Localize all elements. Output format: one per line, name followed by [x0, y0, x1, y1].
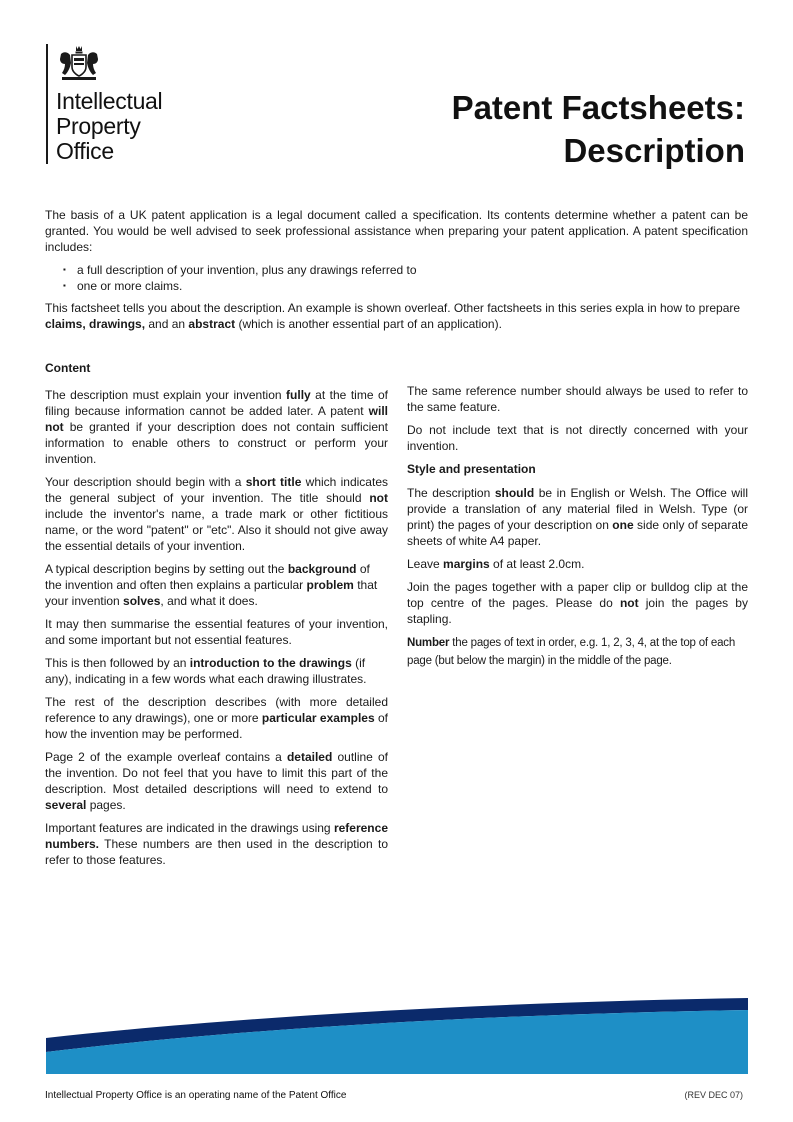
text-run: that your invention — [45, 578, 378, 608]
text-run: the pages of text in order, e.g. 1, 2, 3, 4, at the top of each page (but below the margin) in the middle of the page. — [407, 637, 736, 667]
text-run: Your description should begin with a — [45, 475, 246, 489]
text-run: A typical description begins by setting out the — [45, 562, 288, 576]
text-run: Join the pages together with a paper clip or bulldog clip at the top centre of the pages. Please do — [407, 580, 748, 610]
text-run: The description — [407, 486, 495, 500]
content-paragraph — [45, 694, 388, 742]
text-run: Important features are indicated in the drawings using — [45, 821, 334, 835]
logo-divider — [46, 44, 48, 164]
bold-run: particular examples — [261, 711, 375, 725]
bold-run: detailed — [286, 750, 333, 764]
text-run: This is then followed by an — [45, 656, 190, 670]
bold-run: claims, drawings, — [45, 317, 146, 331]
logo-line: Intellectual — [56, 88, 163, 114]
content-paragraph: Do not include text that is not directly concerned with your invention. — [407, 423, 748, 453]
text-run: (if any), indicating in a few words what each drawing illustrates. — [45, 656, 367, 686]
bold-run: reference numbers. — [45, 821, 388, 851]
intro-paragraph: The basis of a UK patent application is a legal document called a specification. Its contents determine whether a patent can be granted. You would be well advised to seek professional assistance when preparing your patent application. A patent specification includes: — [45, 208, 748, 254]
text-run: which indicates the general subject of your invention. The title should — [45, 475, 388, 505]
bold-run: abstract — [188, 317, 236, 331]
content-paragraph — [45, 387, 388, 467]
bold-run: Number — [407, 637, 450, 649]
text-run: and an — [145, 317, 189, 331]
style-paragraph — [407, 634, 748, 670]
intro-section — [45, 207, 748, 339]
bold-run: not — [619, 596, 639, 610]
text-run: at the time of filing because information cannot be added later. A patent — [45, 388, 389, 418]
text-run: include the inventor's name, a trade mark or other fictitious name, or the word "patent" or "etc". Also it should not give away the essential details of your invention. — [45, 507, 388, 553]
content-paragraph — [45, 820, 388, 868]
bold-run: background — [287, 562, 357, 576]
bold-run: short title — [245, 475, 302, 489]
text-run: of at least 2.0cm. — [489, 557, 585, 571]
bold-run: solves — [123, 594, 161, 608]
content-paragraph — [45, 474, 388, 554]
text-run: pages. — [86, 798, 126, 812]
footer-note: Intellectual Property Office is an operating name of the Patent Office — [45, 1090, 347, 1101]
page-title — [452, 86, 745, 172]
content-paragraph — [45, 561, 388, 609]
style-paragraph — [407, 579, 748, 627]
text-run: side only of separate sheets of white A4 paper. — [407, 518, 748, 548]
text-run: These numbers are then used in the description to refer to those features. — [45, 837, 388, 867]
text-run: join the pages by stapling. — [407, 596, 748, 626]
style-paragraph — [407, 485, 748, 549]
content-paragraph — [45, 749, 388, 813]
text-run: It may then summarise the essential features of your invention, and some important but not essential features. — [45, 617, 388, 647]
style-paragraph — [407, 556, 748, 572]
bold-run: fully — [286, 388, 311, 402]
content-paragraph — [45, 655, 388, 687]
content-paragraph: The same reference number should always be used to refer to the same feature. — [407, 384, 748, 414]
bold-run: problem — [306, 578, 354, 592]
text-run: of the invention and often then explains a particular — [45, 562, 370, 592]
text-run: Page 2 of the example overleaf contains a — [45, 750, 287, 764]
revision-label: (REV DEC 07) — [684, 1090, 743, 1100]
logo-line: Office — [56, 138, 114, 164]
title-line-1: Patent Factsheets: — [451, 89, 745, 126]
text-run: This factsheet tells you about the description. An example is shown overleaf. Other factsheets in this series expla in how to prepare — [45, 301, 741, 315]
text-run: , and what it does. — [160, 594, 258, 608]
title-line-2: Description — [563, 132, 745, 169]
content-paragraph — [45, 616, 388, 648]
content-column — [45, 360, 388, 875]
intro-list — [45, 262, 748, 294]
bold-run: one — [612, 518, 634, 532]
bold-run: introduction to the drawings — [189, 656, 352, 670]
logo-wordmark — [56, 89, 162, 164]
text-run: The description must explain your invention — [45, 388, 287, 402]
text-run: Leave — [407, 557, 444, 571]
text-run: be granted if your description does not contain sufficient information to enable others to construct or perform your invention. — [45, 420, 388, 466]
logo-line: Property — [56, 113, 141, 139]
text-run: of how the invention may be performed. — [45, 711, 388, 741]
section-heading-style: Style and presentation — [407, 462, 536, 476]
text-run: (which is another essential part of an application). — [235, 317, 502, 331]
bold-run: margins — [443, 557, 490, 571]
text-run: The rest of the description describes (with more detailed reference to any drawings), one or more — [45, 695, 388, 725]
bold-run: will not — [45, 404, 388, 434]
bold-run: several — [45, 798, 87, 812]
bold-run: should — [494, 486, 535, 500]
section-heading-content: Content — [45, 361, 91, 375]
intro-paragraph-2 — [45, 300, 748, 332]
list-item: ▪ a full description of your invention, plus any drawings referred to — [77, 262, 748, 278]
list-item: ▪ one or more claims. — [77, 278, 748, 294]
bold-run: not — [369, 491, 388, 505]
royal-coat-of-arms-icon — [56, 44, 102, 84]
text-run: outline of the invention. Do not feel that you have to limit this part of the description. Most detailed descriptions will need to extend to — [45, 750, 388, 796]
decorative-wave — [46, 996, 748, 1076]
text-run: be in English or Welsh. The Office will provide a translation of any material filed in Welsh. Type (or print) the pages of your description on — [407, 486, 748, 532]
right-column — [407, 383, 748, 677]
